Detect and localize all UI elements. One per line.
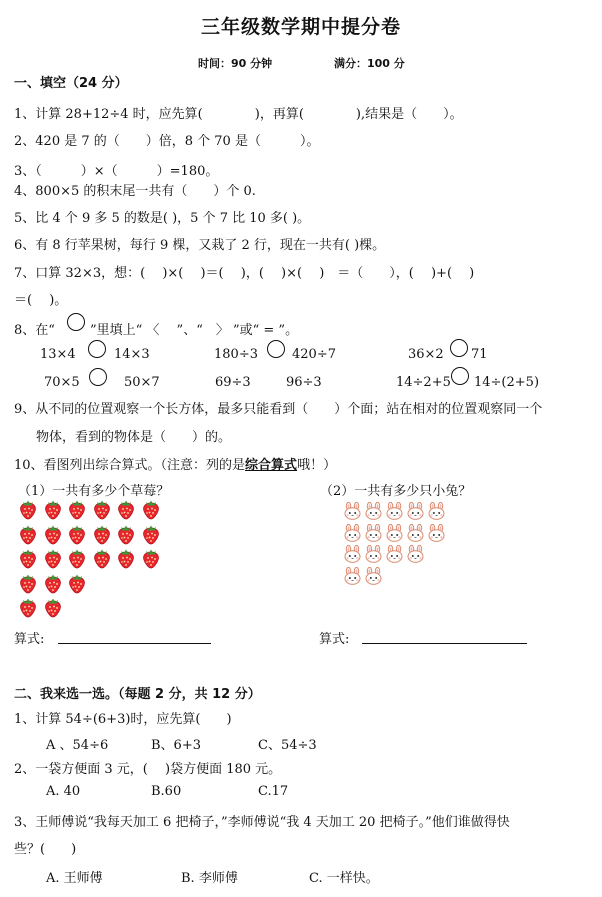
rabbit-icon [343, 545, 363, 564]
empty-cell [141, 597, 163, 619]
strawberry-icon [43, 548, 65, 570]
strawberry-icon [18, 573, 40, 595]
rabbit-icon [427, 524, 447, 543]
empty-cell [92, 597, 114, 619]
question-1-8-prefix: 8、在“ [14, 323, 55, 338]
empty-cell [67, 597, 89, 619]
compare-right: 14÷(2+5) [474, 375, 540, 390]
question-1-3: 3、（ ）×（ ）=180。 [14, 164, 219, 179]
choice-question-3-line2: 些？( ) [14, 842, 77, 857]
formula-label-2: 算式: [319, 632, 350, 647]
full-score: 满分：100 分 [334, 57, 405, 70]
strawberry-picture [18, 499, 165, 622]
choice-option: B. 李师傅 [181, 871, 238, 886]
rabbit-icon [343, 567, 363, 586]
question-1-10-suffix: 哦！） [297, 458, 337, 473]
choice-question-3-line1: 3、王师傅说“我每天加工 6 把椅子，”李师傅说“我 4 天加工 20 把椅子。”他们谁做得快 [14, 815, 510, 830]
rabbit-icon [343, 524, 363, 543]
question-1-9-line1: 9、从不同的位置观察一个长方体，最多只能看到（ ）个面；站在相对的位置观察同一个 [14, 402, 543, 417]
section-2-heading: 二、我来选一选。（每题 2 分，共 12 分） [14, 687, 261, 702]
rabbit-picture [343, 502, 448, 588]
time-limit: 时间：90 分钟 [198, 57, 273, 70]
compare-left: 13×4 [40, 347, 76, 362]
empty-cell [406, 567, 426, 586]
compare-right: 96÷3 [286, 375, 322, 390]
question-1-10-emphasis: 综合算式 [245, 458, 298, 473]
compare-left: 36×2 [408, 347, 444, 362]
strawberry-icon [43, 524, 65, 546]
strawberry-icon [67, 548, 89, 570]
choice-option: A. 40 [46, 784, 81, 799]
question-1-7-line1: 7、口算 32×3，想：( )×( )＝( )，( )×( ) ＝（ ），( )+( ) [14, 266, 475, 281]
question-1-10-sub1: （1）一共有多少个草莓？ [18, 484, 170, 499]
empty-cell [427, 545, 447, 564]
compare-right: 71 [471, 347, 488, 362]
empty-cell [385, 567, 405, 586]
choice-option: C. 一样快。 [309, 871, 379, 886]
strawberry-icon [43, 597, 65, 619]
strawberry-icon [92, 499, 114, 521]
compare-right: 420÷7 [292, 347, 336, 362]
section-1-heading: 一、填空（24 分） [14, 76, 128, 91]
rabbit-icon [364, 524, 384, 543]
strawberry-icon [18, 597, 40, 619]
choice-option: C、54÷3 [258, 738, 317, 753]
compare-right: 14×3 [114, 347, 150, 362]
strawberry-icon [67, 524, 89, 546]
choice-option: A. 王师傅 [46, 871, 103, 886]
question-1-10 [14, 454, 336, 473]
empty-cell [141, 573, 163, 595]
formula-answer-line-1 [58, 643, 211, 644]
compare-circle-icon [88, 340, 106, 358]
question-1-1: 1、计算 28+12÷4 时，应先算( )，再算( ),结果是（ ）。 [14, 107, 463, 122]
question-1-8-suffix: ”里填上“ 〈 ”、“ 〉 ”或“ = ”。 [90, 323, 299, 338]
compare-circle-icon [267, 340, 285, 358]
strawberry-icon [141, 548, 163, 570]
formula-answer-line-2 [362, 643, 527, 644]
rabbit-icon [406, 524, 426, 543]
strawberry-icon [18, 548, 40, 570]
compare-circle-icon [67, 313, 85, 331]
question-1-6: 6、有 8 行苹果树，每行 9 棵，又栽了 2 行，现在一共有( )棵。 [14, 238, 386, 253]
strawberry-icon [92, 548, 114, 570]
question-1-2: 2、420 是 7 的（ ）倍，8 个 70 是（ ）。 [14, 134, 320, 149]
choice-option: B、6+3 [151, 738, 201, 753]
strawberry-icon [116, 499, 138, 521]
rabbit-icon [385, 524, 405, 543]
strawberry-icon [141, 499, 163, 521]
rabbit-icon [343, 502, 363, 521]
rabbit-icon [364, 567, 384, 586]
empty-cell [116, 597, 138, 619]
rabbit-icon [364, 502, 384, 521]
strawberry-icon [141, 524, 163, 546]
compare-circle-icon [450, 339, 468, 357]
rabbit-icon [385, 545, 405, 564]
rabbit-icon [385, 502, 405, 521]
choice-option: C.17 [258, 784, 289, 799]
compare-circle-icon [451, 367, 469, 385]
compare-left: 180÷3 [214, 347, 258, 362]
strawberry-icon [92, 524, 114, 546]
question-1-9-line2: 物体，看到的物体是（ ）的。 [36, 430, 232, 445]
strawberry-icon [43, 499, 65, 521]
empty-cell [116, 573, 138, 595]
question-1-10-sub2: （2）一共有多少只小兔？ [320, 484, 472, 499]
choice-question-1: 1、计算 54÷(6+3)时，应先算( ) [14, 712, 232, 727]
strawberry-icon [67, 573, 89, 595]
question-1-7-line2: ＝( )。 [14, 293, 68, 308]
question-1-4: 4、800×5 的积末尾一共有（ ）个 0. [14, 184, 256, 199]
strawberry-icon [43, 573, 65, 595]
compare-right: 50×7 [124, 375, 160, 390]
choice-option: A 、54÷6 [46, 738, 109, 753]
rabbit-icon [364, 545, 384, 564]
page-title: 三年级数学期中提分卷 [200, 16, 401, 38]
rabbit-icon [406, 502, 426, 521]
strawberry-icon [18, 524, 40, 546]
strawberry-icon [116, 524, 138, 546]
formula-label-1: 算式: [14, 632, 45, 647]
compare-circle-icon [89, 368, 107, 386]
compare-left: 70×5 [44, 375, 80, 390]
question-1-10-prefix: 10、看图列出综合算式。（注意：列的是 [14, 458, 246, 473]
strawberry-icon [116, 548, 138, 570]
compare-left: 69÷3 [215, 375, 251, 390]
question-1-5: 5、比 4 个 9 多 5 的数是( )，5 个 7 比 10 多( )。 [14, 211, 311, 226]
strawberry-icon [67, 499, 89, 521]
choice-option: B.60 [151, 784, 182, 799]
empty-cell [92, 573, 114, 595]
strawberry-icon [18, 499, 40, 521]
rabbit-icon [427, 502, 447, 521]
rabbit-icon [406, 545, 426, 564]
compare-left: 14÷2+5 [396, 375, 451, 390]
choice-question-2: 2、一袋方便面 3 元，( )袋方便面 180 元。 [14, 762, 282, 777]
empty-cell [427, 567, 447, 586]
